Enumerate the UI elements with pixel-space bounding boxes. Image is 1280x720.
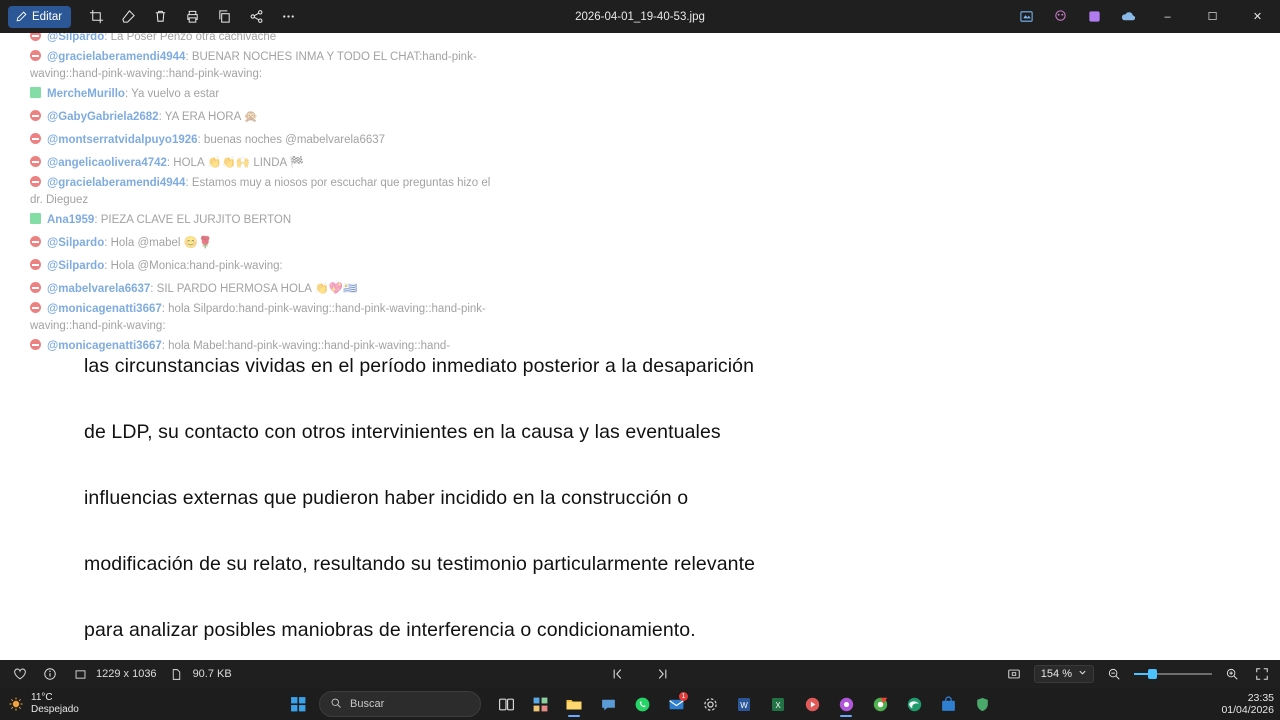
status-bar xyxy=(0,660,1280,688)
maximize-button[interactable]: ☐ xyxy=(1207,11,1218,23)
chat-line xyxy=(30,209,670,232)
image-tools xyxy=(81,4,303,30)
mail-icon[interactable] xyxy=(661,690,691,718)
window-right-controls xyxy=(1009,0,1280,33)
weather-icon xyxy=(8,696,24,712)
weather-condition: Despejado xyxy=(31,704,79,715)
blocked-user-icon xyxy=(30,110,41,121)
chat-username: @Silpardo xyxy=(47,260,105,272)
edit-in-paint-icon[interactable] xyxy=(1043,2,1077,32)
blocked-user-icon xyxy=(30,282,41,293)
photos-icon[interactable] xyxy=(831,690,861,718)
chat-message: : buenas noches @mabelvarela6637 xyxy=(197,134,386,146)
settings-icon[interactable] xyxy=(695,690,725,718)
chat-message: : YA ERA HORA 🙊 xyxy=(158,111,259,123)
chat-username: @gracielaberamendi4944 xyxy=(47,177,186,189)
clock[interactable] xyxy=(1221,692,1274,716)
crop-rotate-icon[interactable] xyxy=(81,4,111,30)
chat-message: : hola Mabel:hand-pink-waving::hand-pink-waving::hand- xyxy=(161,340,451,352)
task-view-icon[interactable] xyxy=(491,690,521,718)
zoom-level-select[interactable] xyxy=(1034,665,1094,683)
security-icon[interactable] xyxy=(967,690,997,718)
blocked-user-icon xyxy=(30,156,41,167)
open-with-icon[interactable] xyxy=(1009,2,1043,32)
more-options-icon[interactable] xyxy=(273,4,303,30)
member-badge-icon xyxy=(30,213,41,224)
dimensions-value: 1229 x 1036 xyxy=(96,668,157,680)
windows-taskbar xyxy=(0,688,1280,720)
chat-username: @angelicaolivera4742 xyxy=(47,157,167,169)
document-paragraph: modificación de su relato, resultando su testimonio particularmente relevante xyxy=(84,553,756,575)
chat-line xyxy=(30,49,500,83)
search-icon xyxy=(330,697,342,712)
chat-username: @mabelvarela6637 xyxy=(47,283,151,295)
chat-message: : HOLA 👏👏🙌 LINDA 🏁 xyxy=(166,157,305,169)
chat-message: : Ya vuelvo a estar xyxy=(124,88,220,100)
window-title: 2026-04-01_19-40-53.jpg xyxy=(575,10,705,23)
search-input[interactable] xyxy=(319,691,481,717)
media-player-icon[interactable] xyxy=(797,690,827,718)
svg-text:X: X xyxy=(775,700,781,710)
document-text xyxy=(84,333,1019,660)
zoom-group xyxy=(1004,664,1272,684)
app-active-underline xyxy=(568,715,580,717)
weather-text xyxy=(31,692,79,716)
chat-message: : BUENAR NOCHES INMA Y TODO EL CHAT:hand-pink-waving::hand-pink-waving::hand-pink-waving: xyxy=(30,51,477,80)
search-placeholder: Buscar xyxy=(350,698,385,710)
zoom-level-value: 154 % xyxy=(1040,668,1072,680)
chat-line xyxy=(30,129,670,152)
chat-username: Ana1959 xyxy=(47,214,95,226)
share-icon[interactable] xyxy=(241,4,271,30)
edge-icon[interactable] xyxy=(899,690,929,718)
blocked-user-icon xyxy=(30,302,41,313)
chat-message: : Estamos muy a niosos por escuchar que preguntas hizo el dr. Dieguez xyxy=(30,177,491,206)
taskbar-apps xyxy=(283,690,997,718)
store-icon[interactable] xyxy=(933,690,963,718)
chat-message: : Hola @Monica:hand-pink-waving: xyxy=(104,260,283,272)
document-image xyxy=(10,33,1270,660)
pencil-icon xyxy=(15,11,27,23)
chat-message: : hola Silpardo:hand-pink-waving::hand-pink-waving::hand-pink-waving::hand-pink-waving: xyxy=(30,303,486,332)
chat-username: MercheMurillo xyxy=(47,88,125,100)
clock-date: 01/04/2026 xyxy=(1221,704,1274,716)
document-paragraph: de LDP, su contacto con otros intervinientes en la causa y las eventuales xyxy=(84,421,721,443)
app-active-underline xyxy=(840,715,852,717)
chat-line xyxy=(30,83,670,106)
system-tray xyxy=(1221,692,1274,716)
notification-badge: 1 xyxy=(679,692,688,701)
document-paragraph: las circunstancias vividas en el período inmediato posterior a la desaparición xyxy=(84,355,755,377)
excel-icon[interactable] xyxy=(763,690,793,718)
chat-username: @monicagenatti3667 xyxy=(47,303,162,315)
chat-line xyxy=(30,232,670,255)
delete-icon[interactable] xyxy=(145,4,175,30)
chevron-down-icon xyxy=(1078,668,1087,680)
previous-image-icon[interactable] xyxy=(609,664,629,684)
fullscreen-icon[interactable] xyxy=(1252,664,1272,684)
chat-line xyxy=(30,301,500,335)
chat-line xyxy=(30,106,670,129)
print-icon[interactable] xyxy=(177,4,207,30)
image-viewer[interactable] xyxy=(0,33,1280,660)
windows-start-icon[interactable] xyxy=(283,690,313,718)
chrome-icon[interactable] xyxy=(865,690,895,718)
blocked-user-icon xyxy=(30,236,41,247)
zoom-slider-knob[interactable] xyxy=(1148,669,1157,679)
chat-message: : PIEZA CLAVE EL JURJITO BERTON xyxy=(94,214,292,226)
svg-text:W: W xyxy=(740,700,748,710)
filesize-value: 90.7 KB xyxy=(192,668,232,680)
window-titlebar xyxy=(0,0,1280,33)
zoom-out-icon[interactable] xyxy=(1104,664,1124,684)
chat-username: @monicagenatti3667 xyxy=(47,340,162,352)
edit-button-label: Editar xyxy=(32,10,63,23)
document-paragraph: influencias externas que pudieron haber incidido en la construcción o xyxy=(84,487,689,509)
chat-overlay xyxy=(30,33,670,358)
chat-line xyxy=(30,152,670,175)
chat-line xyxy=(30,33,670,49)
chat-username: @GabyGabriela2682 xyxy=(47,111,159,123)
chat-line xyxy=(30,175,500,209)
onedrive-icon[interactable] xyxy=(1111,2,1145,32)
blocked-user-icon xyxy=(30,176,41,187)
chat-username: @gracielaberamendi4944 xyxy=(47,51,186,63)
chat-username: @Silpardo xyxy=(47,237,105,249)
blocked-user-icon xyxy=(30,133,41,144)
zoom-slider[interactable] xyxy=(1134,667,1212,681)
edit-button[interactable] xyxy=(8,6,71,28)
widgets-icon[interactable] xyxy=(525,690,555,718)
chat-username: @montserratvidalpuyo1926 xyxy=(47,134,198,146)
blocked-user-icon xyxy=(30,339,41,350)
blocked-user-icon xyxy=(30,259,41,270)
chat-username: @Silpardo xyxy=(47,33,105,43)
whatsapp-icon[interactable] xyxy=(627,690,657,718)
chat-message: : La Poser Penzo otra cachivache xyxy=(104,33,277,43)
minimize-button[interactable]: – xyxy=(1164,10,1171,23)
edit-in-photos-icon[interactable] xyxy=(1077,2,1111,32)
member-badge-icon xyxy=(30,87,41,98)
blocked-user-icon xyxy=(30,50,41,61)
document-paragraph: para analizar posibles maniobras de interferencia o condicionamiento. xyxy=(84,619,696,641)
fit-to-window-icon[interactable] xyxy=(1004,664,1024,684)
chat-message: : SIL PARDO HERMOSA HOLA 👏💖🇺🇾 xyxy=(150,283,358,295)
magic-eraser-icon[interactable] xyxy=(113,4,143,30)
word-icon[interactable] xyxy=(729,690,759,718)
zoom-in-icon[interactable] xyxy=(1222,664,1242,684)
weather-temperature: 11°C xyxy=(31,692,53,703)
chat-line xyxy=(30,278,670,301)
copy-icon[interactable] xyxy=(209,4,239,30)
clock-time: 23:35 xyxy=(1247,692,1274,704)
blocked-user-icon xyxy=(30,33,41,41)
weather-widget[interactable] xyxy=(8,692,79,716)
close-button[interactable]: ✕ xyxy=(1252,11,1263,23)
file-explorer-icon[interactable] xyxy=(559,690,589,718)
chat-icon[interactable] xyxy=(593,690,623,718)
chat-message: : Hola @mabel 😊🌹 xyxy=(104,237,213,249)
chat-line xyxy=(30,255,670,278)
next-image-icon[interactable] xyxy=(651,664,671,684)
